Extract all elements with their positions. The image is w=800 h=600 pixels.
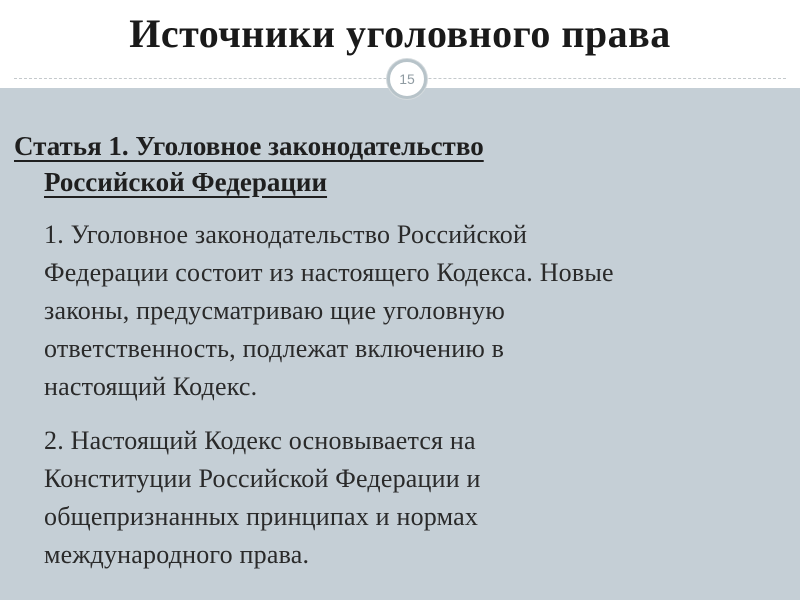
article-heading-line-2 [14, 164, 654, 200]
paragraph-2 [44, 422, 796, 574]
paragraph-1-line: ответственность, подлежат включению в [44, 334, 505, 363]
paragraph-1-line: настоящий Кодекс. [44, 372, 258, 401]
article-heading-text-1: Статья 1. Уголовное законодательство [14, 131, 484, 161]
paragraph-2-line: международного права. [44, 540, 310, 569]
page-number-badge: 15 [387, 59, 427, 99]
paragraph-2-line: общепризнанных принципах и нормах [44, 502, 479, 531]
paragraph-1-line: законы, предусматриваю щие уголовную [44, 296, 505, 325]
article-heading-line-1 [14, 128, 654, 164]
slide-content [0, 88, 800, 600]
paragraph-2-line: Конституции Российской Федерации и [44, 464, 481, 493]
paragraph-2-line: 2. Настоящий Кодекс основывается на [44, 426, 476, 455]
paragraph-1-line: Федерации состоит из настоящего Кодекса. Новые [44, 258, 614, 287]
paragraph-1-line: 1. Уголовное законодательство Российской [44, 220, 528, 249]
article-heading-text-2: Российской Федерации [44, 167, 328, 197]
slide-title: Источники уголовного права [129, 11, 671, 56]
paragraph-1 [44, 216, 796, 406]
article-heading [14, 128, 654, 200]
